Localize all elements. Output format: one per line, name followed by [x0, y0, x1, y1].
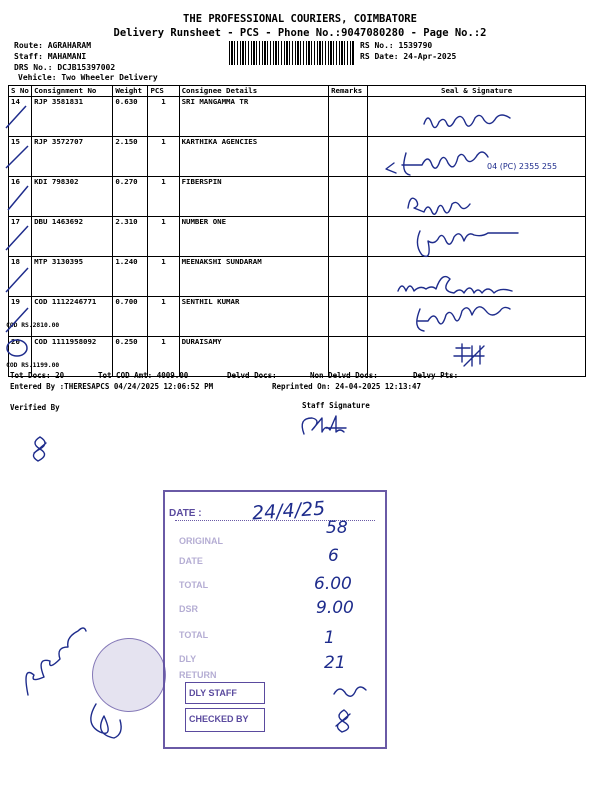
- stamp-hand-1: 58: [326, 518, 348, 538]
- table-row: [9, 177, 586, 217]
- rs-date-text: RS Date: 24-Apr-2025: [360, 52, 457, 61]
- page-subtitle: Delivery Runsheet - PCS - Phone No.:9047080280 - Page No.:2: [113, 27, 487, 39]
- row-remarks: [329, 217, 368, 257]
- stamp-hand-4: 9.00: [316, 598, 354, 618]
- bottom-left-signature: [18, 615, 93, 710]
- drs-text: DRS No.: DCJB15397002: [14, 63, 116, 72]
- row-consignee: SRI MANGAMMA TR: [179, 97, 329, 137]
- stamp-field-6: DLY: [179, 654, 197, 664]
- col-consignment: Consignment No: [32, 86, 113, 97]
- vehicle-text: Vehicle: Two Wheeler Delivery: [18, 73, 158, 82]
- stamp-checked-mark: [330, 706, 360, 734]
- col-remarks: Remarks: [329, 86, 368, 97]
- signature-row-20: [450, 340, 495, 370]
- row-sno: 20: [9, 337, 32, 377]
- stamp-field-5: TOTAL: [179, 630, 209, 640]
- row-consignment-no: RJP 3581831: [32, 97, 113, 137]
- row-remarks: [329, 297, 368, 337]
- table-header-row: [9, 86, 586, 97]
- row-weight: 0.700: [113, 297, 148, 337]
- stamp-date-label: DATE :: [169, 508, 202, 519]
- row-weight: 0.250: [113, 337, 148, 377]
- verified-by-label: Verified By: [10, 403, 60, 412]
- stamp-field-7: RETURN: [179, 670, 217, 680]
- stamp-hand-3: 6.00: [314, 574, 352, 594]
- row-consignee: NUMBER ONE: [179, 217, 329, 257]
- stamp-dly-staff-mark: [330, 682, 370, 702]
- stamp-hand-6: 21: [324, 653, 346, 673]
- row-consignment-no: COD 1111958092 COD RS.1199.00: [32, 337, 113, 377]
- bottom-left-mark: [82, 700, 132, 752]
- row-consignment-no: DBU 1463692: [32, 217, 113, 257]
- delivered-docs: Delvd Docs:: [227, 371, 277, 380]
- col-weight: Weight: [113, 86, 148, 97]
- stamp-hand-date: 24/4/25: [251, 497, 326, 525]
- entered-by: Entered By :THERESAPCS 04/24/2025 12:06:52 PM: [10, 382, 214, 391]
- reprinted-on: Reprinted On: 24-04-2025 12:13:47: [272, 382, 422, 391]
- signature-row-16: [404, 190, 484, 215]
- col-pcs: PCS: [148, 86, 179, 97]
- row-sno: 19: [9, 297, 32, 337]
- row-remarks: [329, 97, 368, 137]
- row-weight: 2.150: [113, 137, 148, 177]
- row-consignment-no: RJP 3572707: [32, 137, 113, 177]
- barcode: [229, 41, 355, 65]
- row-cod-amount: COD RS.2810.00: [6, 322, 60, 329]
- table-row: [9, 337, 586, 377]
- col-signature: Seal & Signature: [368, 86, 586, 97]
- row-pcs: 1: [148, 257, 179, 297]
- staff-signature-label: Staff Signature: [302, 401, 370, 410]
- row-sno: 16: [9, 177, 32, 217]
- row-weight: 1.240: [113, 257, 148, 297]
- staff-text: Staff: MAHAMANI: [14, 52, 87, 61]
- row-remarks: [329, 177, 368, 217]
- col-consignee: Consignee Details: [179, 86, 329, 97]
- signature-row-19: [412, 305, 517, 335]
- delivery-points: Delvy Pts:: [413, 371, 459, 380]
- row-consignee: FIBERSPIN: [179, 177, 329, 217]
- row-pcs: 1: [148, 137, 179, 177]
- row-consignment-no: KDI 798302: [32, 177, 113, 217]
- row-consignee: SENTHIL KUMAR: [179, 297, 329, 337]
- signature-row-17: [412, 225, 527, 260]
- total-docs: Tot Docs: 20: [10, 371, 65, 380]
- row-weight: 2.310: [113, 217, 148, 257]
- row-pcs: 1: [148, 297, 179, 337]
- page-title: THE PROFESSIONAL COURIERS, COIMBATORE: [183, 13, 417, 25]
- row-remarks: [329, 257, 368, 297]
- row-pcs: 1: [148, 337, 179, 377]
- stamp-field-3: TOTAL: [179, 580, 209, 590]
- row-remarks: [329, 137, 368, 177]
- stamp-field-2: DATE: [179, 556, 203, 566]
- row-sno: 14: [9, 97, 32, 137]
- row-pcs: 1: [148, 177, 179, 217]
- verified-mark: [28, 433, 53, 463]
- row-consignee: DURAISAMY: [179, 337, 329, 377]
- stamp-checked-by: CHECKED BY: [189, 714, 249, 724]
- col-sno: S No: [9, 86, 32, 97]
- rs-no-text: RS No.: 1539790: [360, 41, 433, 50]
- row-consignment-no: COD 1112246771 COD RS.2810.00: [32, 297, 113, 337]
- row-sno: 15: [9, 137, 32, 177]
- non-delivered-docs: Non Delvd Docs:: [310, 371, 378, 380]
- row-pcs: 1: [148, 217, 179, 257]
- signature-row-14: [420, 110, 530, 140]
- stamp-dly-staff: DLY STAFF: [189, 688, 237, 698]
- stamp-field-1: ORIGINAL: [179, 536, 223, 546]
- row-pcs: 1: [148, 97, 179, 137]
- tick-marks: [0, 100, 40, 370]
- row-weight: 0.630: [113, 97, 148, 137]
- stamp-field-4: DSR: [179, 604, 199, 614]
- row-consignee: KARTHIKA AGENCIES: [179, 137, 329, 177]
- row-sno: 18: [9, 257, 32, 297]
- staff-signature-mark: [296, 412, 356, 442]
- stamp-hand-5: 1: [324, 628, 335, 648]
- row-consignment-no: MTP 3130395: [32, 257, 113, 297]
- phone-handwritten: 04 (PC) 2355 255: [487, 162, 558, 171]
- stamp-hand-2: 6: [328, 546, 339, 566]
- row-consignee: MEENAKSHI SUNDARAM: [179, 257, 329, 297]
- row-sno: 17: [9, 217, 32, 257]
- route-text: Route: AGRAHARAM: [14, 41, 92, 50]
- row-weight: 0.270: [113, 177, 148, 217]
- row-cod-amount: COD RS.1199.00: [6, 362, 60, 369]
- signature-row-18: [394, 265, 516, 300]
- total-cod: Tot COD Amt: 4009.00: [98, 371, 189, 380]
